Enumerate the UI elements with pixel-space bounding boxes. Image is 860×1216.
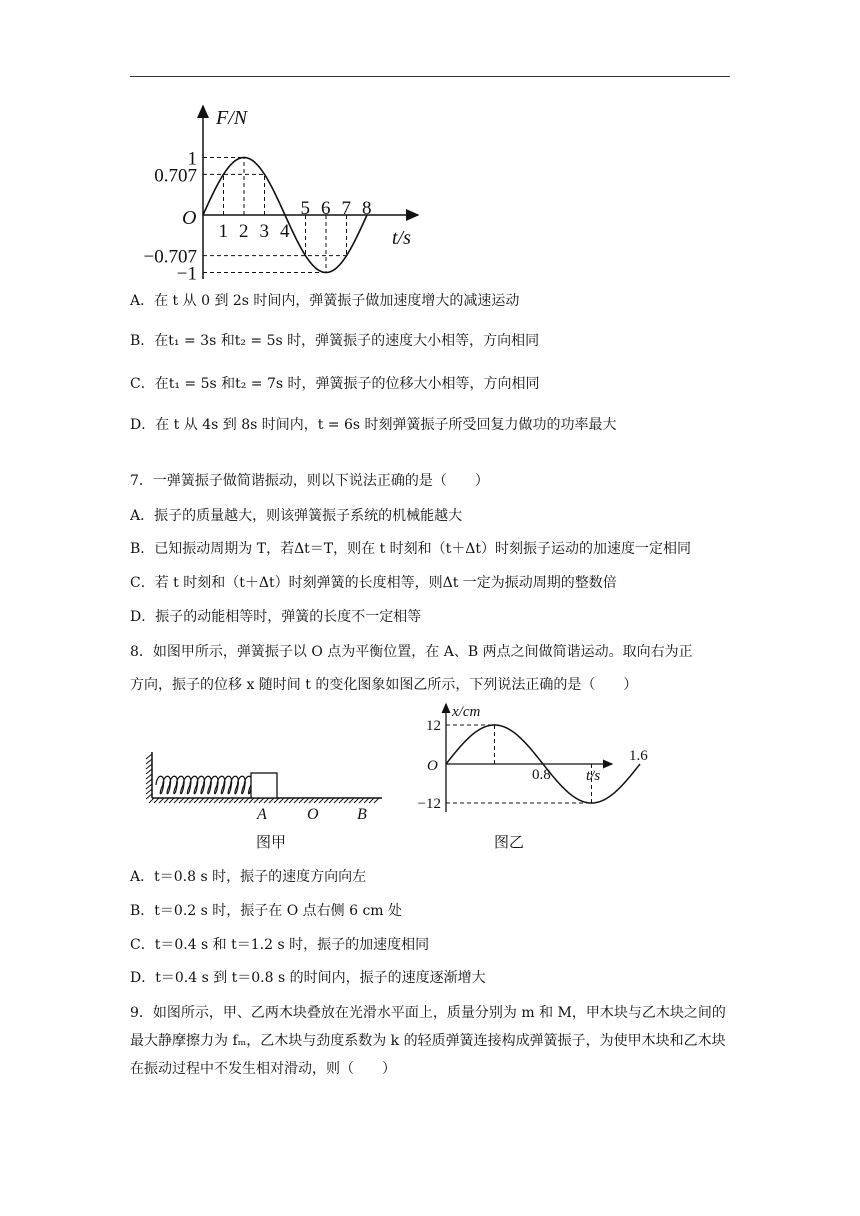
- hatch-mark: [146, 779, 152, 784]
- header-rule: [130, 76, 730, 77]
- hatch-mark: [146, 754, 152, 759]
- point-b-label: B: [357, 806, 367, 823]
- x-tick-label: 4: [280, 221, 290, 242]
- x-tick-label: 1.6: [629, 748, 648, 764]
- q6-option-a: A．在 t 从 0 到 2s 时间内，弹簧振子做加速度增大的减速运动: [130, 293, 520, 309]
- x-tick-label: 7: [341, 198, 351, 219]
- displacement-time-graph: [400, 700, 648, 815]
- y-tick-label: −0.707: [143, 246, 197, 268]
- q8-option-a: A．t＝0.8 s 时，振子的速度方向向左: [130, 869, 367, 885]
- q7-option-b: B．已知振动周期为 T，若Δt＝T，则在 t 时刻和（t＋Δt）时刻振子运动的加速度一定相同: [130, 541, 692, 557]
- y-tick-label: −12: [417, 796, 441, 812]
- hatch-mark: [146, 789, 152, 794]
- hatch-mark: [149, 798, 154, 803]
- origin-label: O: [182, 207, 197, 229]
- hatch-mark: [146, 769, 152, 774]
- point-a-label: A: [257, 806, 267, 823]
- y-tick-label: 0.707: [154, 165, 197, 187]
- oscillator-block: [251, 773, 277, 798]
- q8-option-d: D．t＝0.4 s 到 t＝0.8 s 的时间内，振子的速度逐渐增大: [130, 970, 486, 986]
- y-tick-label: −1: [176, 263, 197, 285]
- x-axis-label: t/s: [392, 227, 411, 249]
- caption-figure-yi: 图乙: [494, 833, 525, 851]
- x-tick-label: 8: [362, 198, 372, 219]
- x-tick-label: 2: [239, 221, 249, 242]
- q8-stem-line1: 8．如图甲所示，弹簧振子以 O 点为平衡位置，在 A、B 两点之间做简谐运动。取向右为正: [130, 644, 693, 660]
- y-axis-label: F/N: [216, 107, 248, 129]
- caption-figure-jia: 图甲: [256, 833, 287, 851]
- x-tick-label: 1: [218, 221, 228, 242]
- q7-option-d: D．振子的动能相等时，弹簧的长度不一定相等: [130, 609, 422, 625]
- y-tick-label: 1: [187, 148, 197, 170]
- q6-option-d: D．在 t 从 4s 到 8s 时间内，t = 6s 时刻弹簧振子所受回复力做功的功率最大: [130, 417, 617, 433]
- hatch-mark: [146, 759, 152, 764]
- force-time-graph: [120, 96, 440, 286]
- q8-stem-line2: 方向，振子的位移 x 随时间 t 的变化图象如图乙所示，下列说法正确的是（ ）: [130, 677, 638, 693]
- y-axis-label: x/cm: [452, 704, 481, 720]
- q7-stem: 7．一弹簧振子做简谐振动，则以下说法正确的是（ ）: [130, 473, 489, 489]
- x-tick-label: 6: [321, 198, 331, 219]
- hatch-mark: [146, 774, 152, 779]
- spring-oscillator-figure: [140, 740, 390, 825]
- q8-option-b: B．t＝0.2 s 时，振子在 O 点右侧 6 cm 处: [130, 903, 403, 919]
- hatch-mark: [146, 764, 152, 769]
- q7-option-c: C．若 t 时刻和（t＋Δt）时刻弹簧的长度相等，则Δt 一定为振动周期的整数倍: [130, 575, 617, 591]
- x-axis-label: t/s: [586, 768, 601, 784]
- q6-option-b: B．在t₁ = 3s 和t₂ = 5s 时，弹簧振子的速度大小相等，方向相同: [130, 333, 540, 349]
- hatch-mark: [146, 784, 152, 789]
- q6-option-c: C．在t₁ = 5s 和t₂ = 7s 时，弹簧振子的位移大小相等，方向相同: [130, 376, 540, 392]
- x-tick-label: 5: [300, 198, 310, 219]
- y-tick-label: 12: [426, 718, 441, 734]
- x-tick-label: 3: [259, 221, 269, 242]
- q9-stem: 9．如图所示，甲、乙两木块叠放在光滑水平面上，质量分别为 m 和 M，甲木块与乙木块之间的最大静摩擦力为 fₘ，乙木块与劲度系数为 k 的轻质弹簧连接构成弹簧振子，为使甲木块和乙木块在振动过程中不发生相对滑动，则（ ）: [130, 1005, 726, 1077]
- q7-option-a: A．振子的质量越大，则该弹簧振子系统的机械能越大: [130, 508, 463, 524]
- q8-option-c: C．t＝0.4 s 和 t＝1.2 s 时，振子的加速度相同: [130, 937, 430, 953]
- x-tick-label: 0.8: [532, 767, 551, 783]
- hatch-mark: [146, 794, 152, 799]
- point-o-label: O: [307, 806, 319, 823]
- spring: [156, 776, 252, 794]
- origin-label: O: [427, 758, 438, 774]
